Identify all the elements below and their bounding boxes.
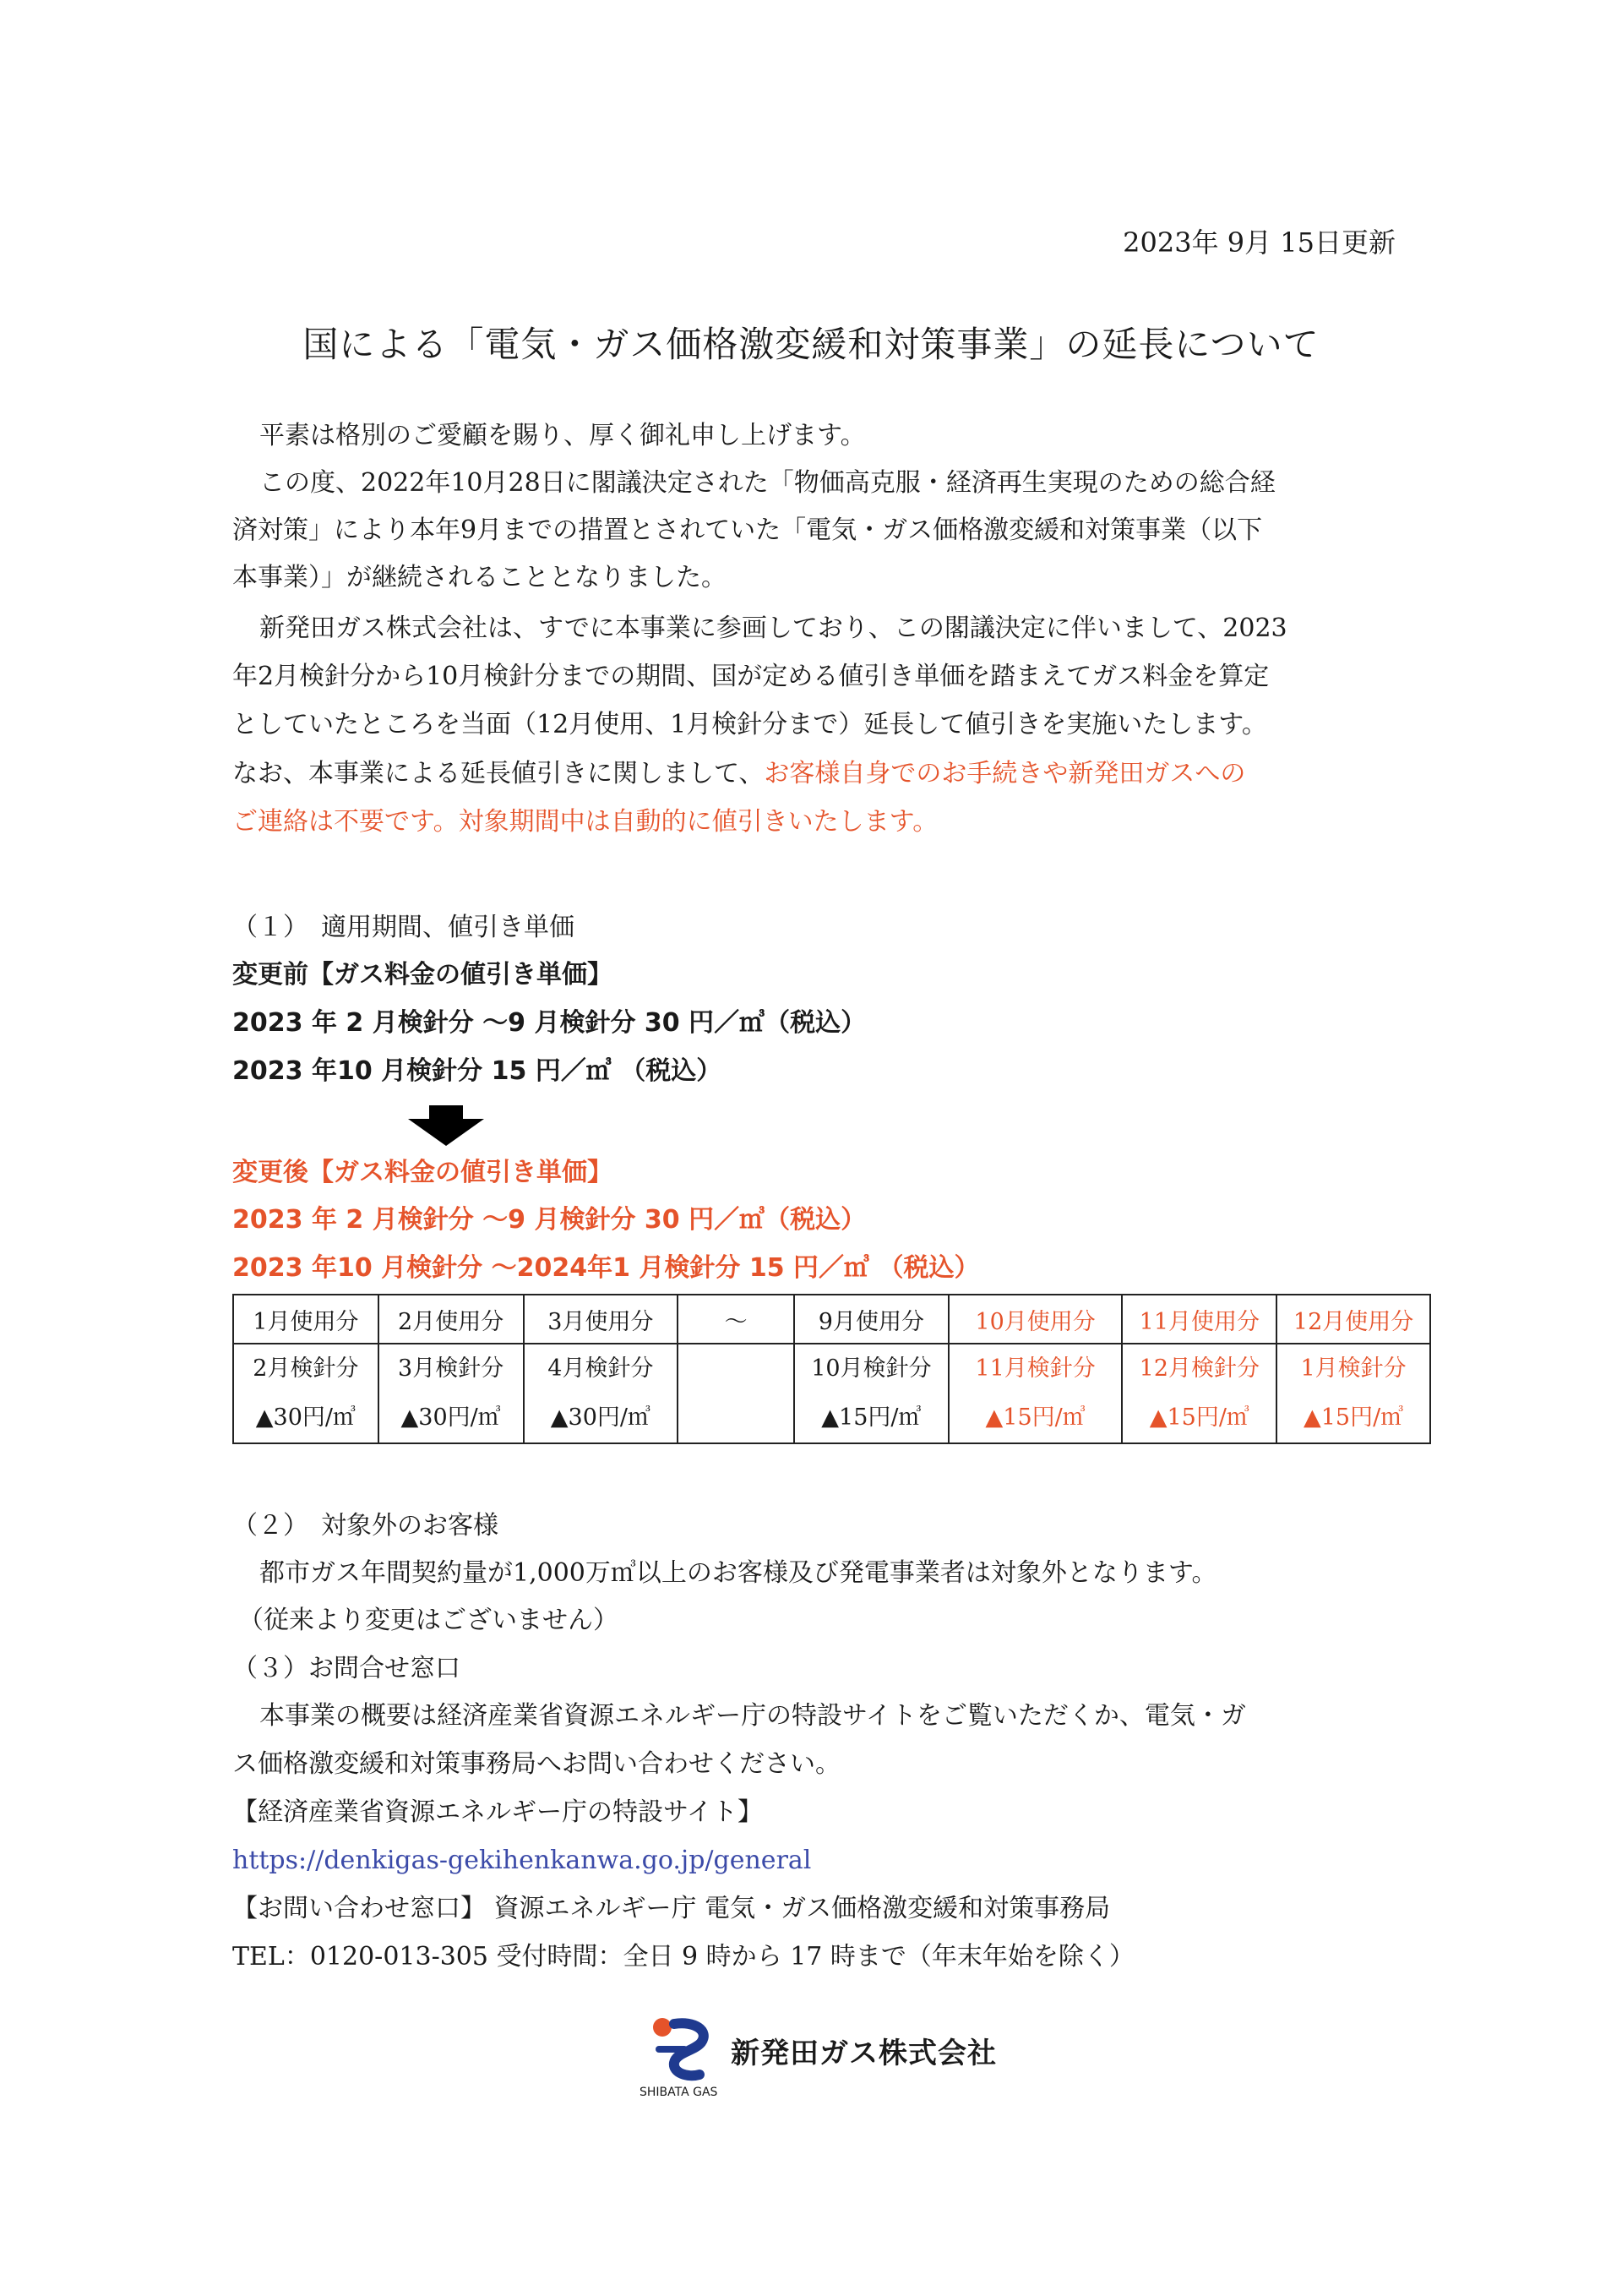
intro-line-6: 年2月検針分から10月検針分までの期間、国が定める値引き単価を踏まえてガス料金を算定	[232, 662, 1270, 691]
usage-cell: 9月使用分	[794, 1295, 949, 1344]
discount-value: ▲30円/㎥	[550, 1404, 650, 1431]
reading-cell	[524, 1344, 678, 1443]
site-link[interactable]: https://denkigas-gekihenkanwa.go.jp/general	[232, 1846, 812, 1875]
contact-line: 【お問い合わせ窓口】 資源エネルギー庁 電気・ガス価格激変緩和対策事務局	[232, 1894, 1111, 1923]
company-name: 新発田ガス株式会社	[731, 2037, 997, 2070]
intro-line-7: としていたところを当面（12月使用、1月検針分まで）延長して値引きを実施いたします。	[232, 710, 1267, 739]
after-line-2: 2023 年10 月検針分 〜2024年1 月検針分 15 円／㎥ （税込）	[232, 1253, 980, 1283]
discount-value: ▲30円/㎥	[400, 1404, 501, 1431]
section3-line-2: ス価格激変緩和対策事務局へお問い合わせください。	[232, 1749, 841, 1779]
site-label: 【経済産業省資源エネルギー庁の特設サイト】	[232, 1797, 763, 1827]
reading-month: 10月検針分	[811, 1355, 932, 1382]
usage-cell: 3月使用分	[524, 1295, 678, 1344]
after-label: 変更後【ガス料金の値引き単価】	[232, 1158, 612, 1187]
table-row-reading	[233, 1344, 1430, 1443]
discount-value: ▲15円/㎥	[1303, 1404, 1404, 1431]
reading-month: 1月検針分	[1300, 1355, 1407, 1382]
intro-line-2: この度、2022年10月28日に閣議決定された「物価高克服・経済再生実現のための総合経	[259, 468, 1276, 498]
down-arrow-icon	[408, 1105, 484, 1146]
section1-heading: （１） 適用期間、値引き単価	[232, 913, 574, 942]
reading-month: 3月検針分	[398, 1355, 504, 1382]
section3-heading: （３）お問合せ窓口	[232, 1654, 460, 1683]
after-line-1: 2023 年 2 月検針分 〜9 月検針分 30 円／㎥（税込）	[232, 1205, 867, 1235]
reading-cell-extended	[1276, 1344, 1430, 1443]
reading-cell	[794, 1344, 949, 1443]
usage-cell-extended: 10月使用分	[949, 1295, 1123, 1344]
reading-cell-extended	[1122, 1344, 1276, 1443]
discount-value: ▲15円/㎥	[1149, 1404, 1249, 1431]
discount-value: ▲15円/㎥	[985, 1404, 1086, 1431]
reading-month: 4月検針分	[547, 1355, 654, 1382]
company-name-en: SHIBATA GAS	[640, 2086, 718, 2099]
shibata-gas-logo-icon	[650, 2015, 727, 2085]
reading-month: 12月検針分	[1139, 1355, 1260, 1382]
intro-line-9-notice: ご連絡は不要です。対象期間中は自動的に値引きいたします。	[232, 807, 939, 837]
before-label: 変更前【ガス料金の値引き単価】	[232, 960, 612, 990]
intro-line-8-notice: お客様自身でのお手続きや新発田ガスへの	[764, 759, 1246, 788]
intro-line-8	[232, 750, 1245, 798]
page-title: 国による「電気・ガス価格激変緩和対策事業」の延長について	[302, 324, 1320, 365]
usage-cell: 1月使用分	[233, 1295, 378, 1344]
table-row-usage	[233, 1295, 1430, 1344]
discount-value: ▲15円/㎥	[821, 1404, 922, 1431]
usage-cell-tilde: 〜	[678, 1295, 794, 1344]
intro-line-4: 本事業）」が継続されることとなりました。	[232, 563, 727, 592]
before-line-2: 2023 年10 月検針分 15 円／㎥ （税込）	[232, 1056, 722, 1086]
section2-line-2: （従来より変更はございません）	[238, 1606, 618, 1635]
before-line-1: 2023 年 2 月検針分 〜9 月検針分 30 円／㎥（税込）	[232, 1008, 867, 1038]
usage-cell: 2月使用分	[378, 1295, 524, 1344]
intro-line-1: 平素は格別のご愛顧を賜り、厚く御礼申し上げます。	[259, 421, 866, 450]
reading-month: 2月検針分	[253, 1355, 359, 1382]
section3-line-1: 本事業の概要は経済産業省資源エネルギー庁の特設サイトをご覧いただくか、電気・ガ	[259, 1701, 1246, 1731]
section2-heading: （２） 対象外のお客様	[232, 1511, 498, 1541]
reading-cell-empty	[678, 1344, 794, 1443]
reading-cell	[378, 1344, 524, 1443]
tel-line: TEL：0120-013-305 受付時間：全日 9 時から 17 時まで（年末年始を除く）	[232, 1942, 1135, 1972]
discount-value: ▲30円/㎥	[255, 1404, 356, 1431]
usage-cell-extended: 11月使用分	[1122, 1295, 1276, 1344]
updated-date: 2023年 9月 15日更新	[1123, 226, 1396, 259]
section2-line-1: 都市ガス年間契約量が1,000万㎥以上のお客様及び発電事業者は対象外となります。	[259, 1558, 1217, 1588]
usage-cell-extended: 12月使用分	[1276, 1295, 1430, 1344]
intro-line-5: 新発田ガス株式会社は、すでに本事業に参画しており、この閣議決定に伴いまして、2023	[259, 614, 1287, 643]
intro-line-3: 済対策」により本年9月までの措置とされていた「電気・ガス価格激変緩和対策事業（以下	[232, 515, 1263, 545]
intro-line-8-text: なお、本事業による延長値引きに関しまして、	[232, 759, 765, 788]
reading-cell	[233, 1344, 378, 1443]
reading-month: 11月検針分	[975, 1355, 1096, 1382]
discount-table	[232, 1294, 1431, 1444]
reading-cell-extended	[949, 1344, 1123, 1443]
